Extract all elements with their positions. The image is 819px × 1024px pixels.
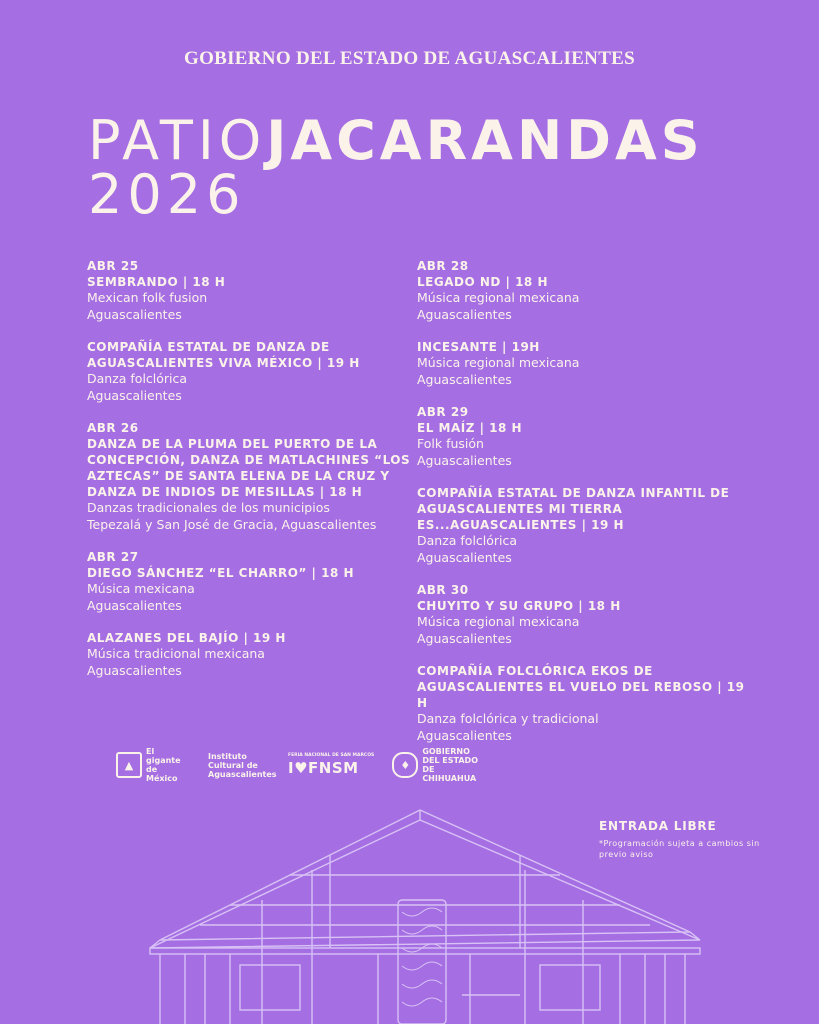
event-item: [417, 339, 747, 388]
event-genre: Música regional mexicana: [417, 290, 580, 305]
event-date: ABR 28: [417, 259, 469, 273]
event-place: Aguascalientes: [87, 387, 182, 403]
title-year: 2026: [88, 163, 246, 226]
logo-fnsm: FERIA NACIONAL DE SAN MARCOS I♥FNSM: [288, 753, 375, 777]
event-genre: Danza folclórica y tradicional: [417, 711, 599, 726]
event-genre: Mexican folk fusion: [87, 290, 208, 305]
gigante-icon: ▲: [116, 752, 142, 778]
event-place: Aguascalientes: [417, 452, 512, 468]
event-name: COMPAÑÍA ESTATAL DE DANZA INFANTIL DE AGUASCALIENTES MI TIERRA ES...AGUASCALIENTES | 19 H: [417, 486, 730, 532]
schedule-disclaimer: *Programación sujeta a cambios sin previo aviso: [599, 839, 760, 859]
event-date: ABR 30: [417, 583, 469, 597]
event-genre: Folk fusión: [417, 436, 484, 451]
page-title: [88, 109, 704, 172]
event-name: ALAZANES DEL BAJÍO | 19 H: [87, 631, 286, 645]
event-genre: Danzas tradicionales de los municipios: [87, 500, 330, 515]
event-date: ABR 29: [417, 405, 469, 419]
logo-chihuahua: ♦ GOBIERNO DEL ESTADO DE CHIHUAHUA: [392, 747, 484, 783]
event-place: Aguascalientes: [87, 597, 182, 613]
event-date: ABR 27: [87, 550, 139, 564]
event-genre: Música tradicional mexicana: [87, 646, 265, 661]
logo-gigante: ▲ El gigante de México: [116, 747, 190, 783]
event-place: Aguascalientes: [87, 662, 182, 678]
event-name: DANZA DE LA PLUMA DEL PUERTO DE LA CONCEPCIÓN, DANZA DE MATLACHINES “LOS AZTECAS” DE SANTA ELENA DE LA CRUZ Y DANZA DE INDIOS DE MESILLAS | 18 H: [87, 437, 411, 499]
sponsor-logos: [116, 747, 484, 783]
event-name: EL MAÍZ | 18 H: [417, 421, 523, 435]
government-header: GOBIERNO DEL ESTADO DE AGUASCALIENTES: [183, 48, 636, 69]
event-item: [417, 582, 747, 647]
event-place: Aguascalientes: [417, 549, 512, 565]
event-genre: Música regional mexicana: [417, 355, 580, 370]
logo-instituto-cultural: Instituto Cultural de Aguascalientes: [208, 751, 277, 779]
event-item: [87, 420, 417, 533]
event-place: Aguascalientes: [417, 371, 512, 387]
event-genre: Música mexicana: [87, 581, 195, 596]
event-item: [87, 549, 417, 614]
schedule-right-column: [417, 258, 747, 760]
shield-icon: ♦: [392, 752, 418, 778]
event-place: Aguascalientes: [417, 630, 512, 646]
event-item: [87, 258, 417, 323]
entrada-libre: ENTRADA LIBRE: [599, 819, 717, 833]
event-date: ABR 26: [87, 421, 139, 435]
event-item: [87, 339, 417, 404]
schedule-left-column: [87, 258, 417, 695]
event-place: Aguascalientes: [417, 727, 512, 743]
event-item: [417, 663, 747, 744]
event-place: Aguascalientes: [87, 306, 182, 322]
event-genre: Danza folclórica: [87, 371, 188, 386]
title-patio: PATIO: [88, 109, 267, 172]
event-item: [417, 485, 747, 566]
event-genre: Danza folclórica: [417, 533, 518, 548]
title-jacarandas: JACARANDAS: [266, 109, 704, 172]
event-item: [417, 258, 747, 323]
event-name: COMPAÑÍA ESTATAL DE DANZA DE AGUASCALIENTES VIVA MÉXICO | 19 H: [87, 340, 360, 370]
event-name: SEMBRANDO | 18 H: [87, 275, 226, 289]
event-place: Aguascalientes: [417, 306, 512, 322]
event-name: CHUYITO Y SU GRUPO | 18 H: [417, 599, 621, 613]
event-name: COMPAÑÍA FOLCLÓRICA EKOS DE AGUASCALIENTES EL VUELO DEL REBOSO | 19 H: [417, 664, 745, 710]
pavilion-illustration: [0, 780, 819, 1024]
event-name: LEGADO ND | 18 H: [417, 275, 548, 289]
event-place: Tepezalá y San José de Gracia, Aguascalientes: [87, 516, 377, 532]
event-name: DIEGO SÁNCHEZ “EL CHARRO” | 18 H: [87, 566, 355, 580]
event-genre: Música regional mexicana: [417, 614, 580, 629]
event-item: [417, 404, 747, 469]
event-date: ABR 25: [87, 259, 139, 273]
event-item: [87, 630, 417, 679]
event-name: INCESANTE | 19H: [417, 340, 540, 354]
